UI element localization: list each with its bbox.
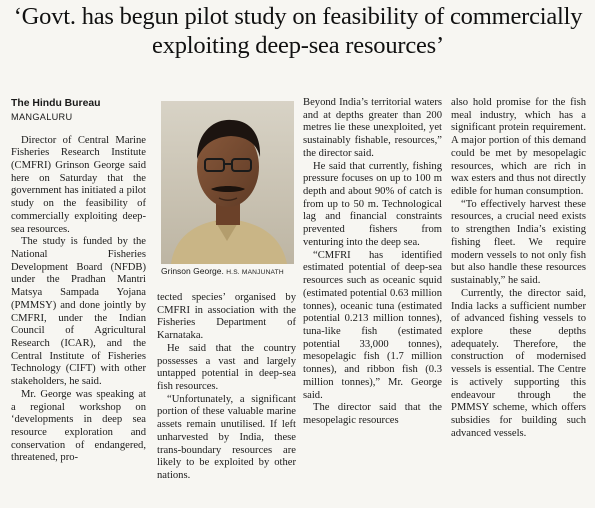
paragraph: Mr. George was speaking at a regional workshop on ‘developments in deep sea resource exploration and conservation of endangered, threatened, pro- [11, 388, 146, 464]
paragraph: tected species’ organised by CMFRI in association with the Fisheries Department of Karnataka. [157, 292, 296, 342]
paragraph: The study is funded by the National Fisheries Development Board (NFDB) under the Pradhan Mantri Matsya Sampada Yojana (PMMSY) and done jointly by CMFRI, under the Indian Council of Agricultural Research (ICAR), and the Central Institute of Fisheries Technology (CIFT) with other stakeholders, he said. [11, 236, 146, 388]
paragraph: The director said that the mesopelagic resources [303, 402, 442, 426]
byline: The Hindu Bureau [11, 98, 101, 109]
paragraph: Currently, the director said, India lacks a sufficient number of advanced fishing vessels to explore these depths adequately. Therefore, the construction of modernised vessels is essential. The Centre is actively supporting this endeavour through the PMMSY scheme, which offers subsidies for building such advanced vessels. [451, 287, 586, 439]
article-column-3 [303, 97, 442, 428]
caption-text: Grinson George. [161, 266, 224, 276]
headline: ‘Govt. has begun pilot study on feasibility of commercially exploiting deep-sea resources’ [13, 3, 583, 59]
article-column-4 [451, 97, 586, 440]
paragraph: He said that the country possesses a vast and largely untapped potential in deep-sea fish resources. [157, 342, 296, 393]
photo-credit: H.S. MANJUNATH [226, 269, 284, 276]
paragraph: “To effectively harvest these resources, a crucial need exists to strengthen India’s existing fishing fleet. We require modern vessels to not only fish but also handle these resources sustainably,” he said. [451, 198, 586, 287]
paragraph: also hold promise for the fish meal industry, which has a significant protein requirement. A major portion of this demand could be met by mesopelagic resources, which are rich in wax esters and thus not directly edible for human consumption. [451, 97, 586, 198]
paragraph: Director of Central Marine Fisheries Research Institute (CMFRI) Grinson George said here on Saturday that the government has initiated a pilot study on the feasibility of commercially exploiting deep-sea resources. [11, 134, 146, 235]
photo-caption [161, 266, 301, 278]
paragraph: “CMFRI has identified estimated potential of deep-sea resources such as oceanic squid (estimated potential 0.63 million tonnes), oceanic tuna (estimated potential 0.213 million tonnes), tuna-like fish (estimated potential 33,000 tonnes), mesopelagic fish (1.7 million tonnes), and ribbon fish (0.3 million tonnes),” Mr. George said. [303, 249, 442, 401]
paragraph: He said that currently, fishing pressure focuses on up to 100 m depth and about 90% of catch is from up to 50 m. Technological lag and financial constraints prevented fishers from venturing into the deep sea. [303, 160, 442, 248]
paragraph: Beyond India’s territorial waters and at depths greater than 200 metres lie these unexploited, yet sustainably fishable, resources,” the director said. [303, 97, 442, 159]
portrait-image [161, 101, 294, 264]
article-column-1 [11, 98, 146, 465]
paragraph: “Unfortunately, a significant portion of these valuable marine assets remain unutilised. If left unharvested by India, these trans-boundary resources are likely to be exploited by other nations. [157, 393, 296, 482]
article-column-2 [157, 292, 296, 483]
portrait-photo [161, 101, 294, 264]
dateline: MANGALURU [11, 111, 73, 122]
